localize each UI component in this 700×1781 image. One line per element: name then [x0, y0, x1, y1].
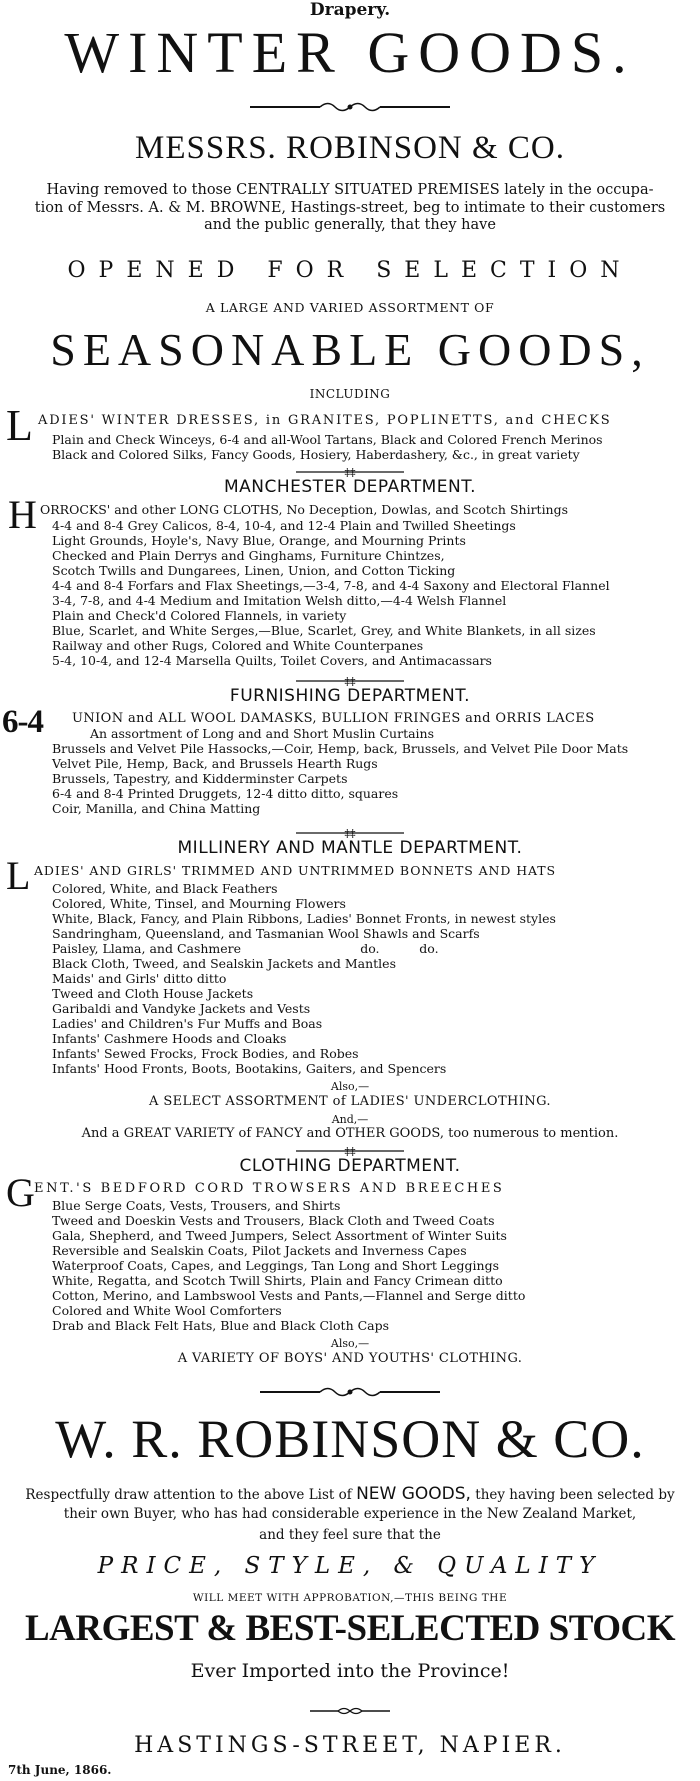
intro-paragraph: [0, 182, 700, 235]
largest-stock-heading: LARGEST & BEST-SELECTED STOCK: [24, 1608, 676, 1649]
ornament-divider-icon: [260, 1385, 440, 1399]
list-item: Infants' Sewed Frocks, Frock Bodies, and Robes: [52, 1046, 359, 1061]
intro-line: Having removed to those CENTRALLY SITUATED PREMISES lately in the occupa-: [46, 182, 654, 198]
list-item: An assortment of Long and and Short Muslin Curtains: [90, 726, 435, 741]
respect-line: and they feel sure that the: [259, 1527, 441, 1543]
list-item: Plain and Check'd Colored Flannels, in variety: [52, 608, 347, 623]
list-item: Paisley, Llama, and Cashmere do. do.: [52, 941, 439, 956]
small-ornament-icon: [310, 1706, 390, 1716]
ornament-divider-icon: [250, 100, 450, 114]
clothing-title: CLOTHING DEPARTMENT.: [239, 1156, 461, 1176]
price-style-quality-heading: PRICE, STYLE, & QUALITY: [97, 1553, 603, 1579]
dropcap-letter: H: [8, 492, 37, 537]
list-item: Cotton, Merino, and Lambswool Vests and Pants,—Flannel and Serge ditto: [52, 1288, 526, 1303]
and-line: And,—: [331, 1113, 369, 1126]
date-line: 7th June, 1866.: [8, 1763, 112, 1777]
section-divider-icon: [296, 676, 404, 686]
section-divider-icon: [296, 1146, 404, 1156]
imported-line: Ever Imported into the Province!: [190, 1660, 510, 1682]
list-item: Brussels, Tapestry, and Kidderminster Carpets: [52, 771, 348, 786]
manchester-title: MANCHESTER DEPARTMENT.: [223, 477, 477, 497]
furnishing-first-line: UNION and ALL WOOL DAMASKS, BULLION FRINGES and ORRIS LACES: [72, 711, 595, 726]
svg-text:‡‡: ‡‡: [344, 1146, 356, 1156]
furnishing-list: [52, 726, 628, 816]
manchester-list: [52, 518, 610, 668]
dropcap-letter: G: [6, 1170, 35, 1215]
list-item: Maids' and Girls' ditto ditto: [52, 971, 227, 986]
intro-line: tion of Messrs. A. & M. BROWNE, Hastings-street, beg to intimate to their customers: [34, 199, 666, 216]
list-item: Plain and Check Winceys, 6-4 and all-Wool Tartans, Black and Colored French Merinos: [52, 432, 603, 447]
respect-line: [0, 1484, 700, 1504]
list-item: Colored, White, Tinsel, and Mourning Flowers: [52, 896, 346, 911]
also-line: Also,—: [330, 1337, 370, 1350]
list-item: 3-4, 7-8, and 4-4 Medium and Imitation Welsh ditto,—4-4 Welsh Flannel: [52, 593, 507, 608]
boys-clothing-line: A VARIETY OF BOYS' AND YOUTHS' CLOTHING.: [177, 1351, 523, 1366]
fancy-goods-line: And a GREAT VARIETY of FANCY and OTHER GOODS, too numerous to mention.: [81, 1126, 619, 1141]
list-item: Blue Serge Coats, Vests, Trousers, and Shirts: [52, 1198, 341, 1213]
new-goods-text: NEW GOODS,: [356, 1484, 471, 1504]
footer-firm-heading: W. R. ROBINSON & CO.: [55, 1409, 645, 1469]
respect-text: they having been selected by: [475, 1487, 675, 1503]
list-item: Tweed and Doeskin Vests and Trousers, Black Cloth and Tweed Coats: [52, 1213, 495, 1228]
list-item: 5-4, 10-4, and 12-4 Marsella Quilts, Toilet Covers, and Antimacassars: [52, 653, 492, 668]
list-item: Coir, Manilla, and China Matting: [52, 801, 261, 816]
list-item: White, Regatta, and Scotch Twill Shirts, Plain and Fancy Crimean ditto: [52, 1273, 503, 1288]
respect-line: their own Buyer, who has had considerable experience in the New Zealand Market,: [63, 1506, 637, 1522]
clothing-list: [52, 1198, 525, 1333]
page-title: WINTER GOODS.: [64, 20, 636, 85]
list-item: Sandringham, Queensland, and Tasmanian Wool Shawls and Scarfs: [52, 926, 480, 941]
dropcap-letter: L: [6, 401, 33, 450]
underclothing-line: A SELECT ASSORTMENT of LADIES' UNDERCLOTHING.: [149, 1094, 551, 1109]
list-item: Blue, Scarlet, and White Serges,—Blue, Scarlet, Grey, and White Blankets, in all sizes: [52, 623, 596, 638]
svg-text:‡‡: ‡‡: [344, 676, 356, 686]
list-item: 4-4 and 8-4 Forfars and Flax Sheetings,—3-4, 7-8, and 4-4 Saxony and Electoral Flannel: [52, 578, 610, 593]
clothing-first-line: ENT.'S BEDFORD CORD TROWSERS AND BREECHES: [34, 1181, 505, 1196]
intro-line: and the public generally, that they have: [204, 217, 496, 233]
millinery-list: [52, 881, 556, 1076]
firm-heading: MESSRS. ROBINSON & CO.: [134, 130, 566, 166]
dropcap-number: 6-4: [2, 704, 43, 740]
address-line: HASTINGS-STREET, NAPIER.: [134, 1733, 566, 1758]
dropcap-letter: L: [6, 853, 31, 898]
list-item: Velvet Pile, Hemp, Back, and Brussels Hearth Rugs: [52, 756, 378, 771]
list-item: Black Cloth, Tweed, and Sealskin Jackets and Mantles: [52, 956, 396, 971]
list-item: Drab and Black Felt Hats, Blue and Black Cloth Caps: [52, 1318, 390, 1333]
list-item: Ladies' and Children's Fur Muffs and Boas: [52, 1016, 323, 1031]
opened-heading: OPENED FOR SELECTION: [67, 258, 633, 283]
list-item: 6-4 and 8-4 Printed Druggets, 12-4 ditto ditto, squares: [52, 786, 399, 801]
list-item: Checked and Plain Derrys and Ginghams, Furniture Chintzes,: [52, 548, 445, 563]
list-item: Garibaldi and Vandyke Jackets and Vests: [52, 1001, 311, 1016]
list-item: Gala, Shepherd, and Tweed Jumpers, Select Assortment of Winter Suits: [52, 1228, 507, 1243]
list-item: 4-4 and 8-4 Grey Calicos, 8-4, 10-4, and 12-4 Plain and Twilled Sheetings: [52, 518, 516, 533]
section-divider-icon: [296, 828, 404, 838]
respect-text: Respectfully draw attention to the above List of: [25, 1487, 352, 1503]
manchester-first-line: ORROCKS' and other LONG CLOTHS, No Deception, Dowlas, and Scotch Shirtings: [40, 502, 569, 517]
including-line: INCLUDING: [309, 387, 391, 401]
list-item: Brussels and Velvet Pile Hassocks,—Coir, Hemp, back, Brussels, and Velvet Pile Door Mats: [52, 741, 629, 756]
list-item: Infants' Hood Fronts, Boots, Bootakins, Gaiters, and Spencers: [52, 1061, 447, 1076]
also-line: Also,—: [330, 1080, 370, 1093]
assortment-line: A LARGE AND VARIED ASSORTMENT OF: [205, 300, 495, 315]
list-item: Scotch Twills and Dungarees, Linen, Union, and Cotton Ticking: [52, 563, 456, 578]
list-item: Waterproof Coats, Capes, and Leggings, Tan Long and Short Leggings: [52, 1258, 499, 1273]
list-item: Infants' Cashmere Hoods and Cloaks: [52, 1031, 287, 1046]
millinery-first-line: ADIES' AND GIRLS' TRIMMED AND UNTRIMMED BONNETS AND HATS: [34, 863, 556, 878]
section-divider-icon: [296, 467, 404, 477]
list-item: Colored and White Wool Comforters: [52, 1303, 282, 1318]
list-item: Railway and other Rugs, Colored and White Counterpanes: [52, 638, 424, 653]
ladies-first-line: ADIES' WINTER DRESSES, in GRANITES, POPLINETTS, and CHECKS: [38, 413, 612, 428]
ladies-list: [52, 432, 603, 462]
svg-text:‡‡: ‡‡: [344, 828, 356, 838]
list-item: White, Black, Fancy, and Plain Ribbons, Ladies' Bonnet Fronts, in newest styles: [52, 911, 556, 926]
list-item: Black and Colored Silks, Fancy Goods, Hosiery, Haberdashery, &c., in great variety: [52, 447, 580, 462]
svg-text:‡‡: ‡‡: [344, 467, 356, 477]
list-item: Tweed and Cloth House Jackets: [52, 986, 254, 1001]
list-item: Reversible and Sealskin Coats, Pilot Jackets and Inverness Capes: [52, 1243, 467, 1258]
list-item: Light Grounds, Hoyle's, Navy Blue, Orange, and Mourning Prints: [52, 533, 466, 548]
furnishing-title: FURNISHING DEPARTMENT.: [229, 686, 471, 706]
category-heading: Drapery.: [309, 0, 391, 20]
approbation-line: WILL MEET WITH APPROBATION,—THIS BEING THE: [192, 1592, 508, 1604]
millinery-title: MILLINERY AND MANTLE DEPARTMENT.: [177, 838, 523, 858]
seasonable-heading: SEASONABLE GOODS,: [50, 324, 650, 375]
list-item: Colored, White, and Black Feathers: [52, 881, 278, 896]
